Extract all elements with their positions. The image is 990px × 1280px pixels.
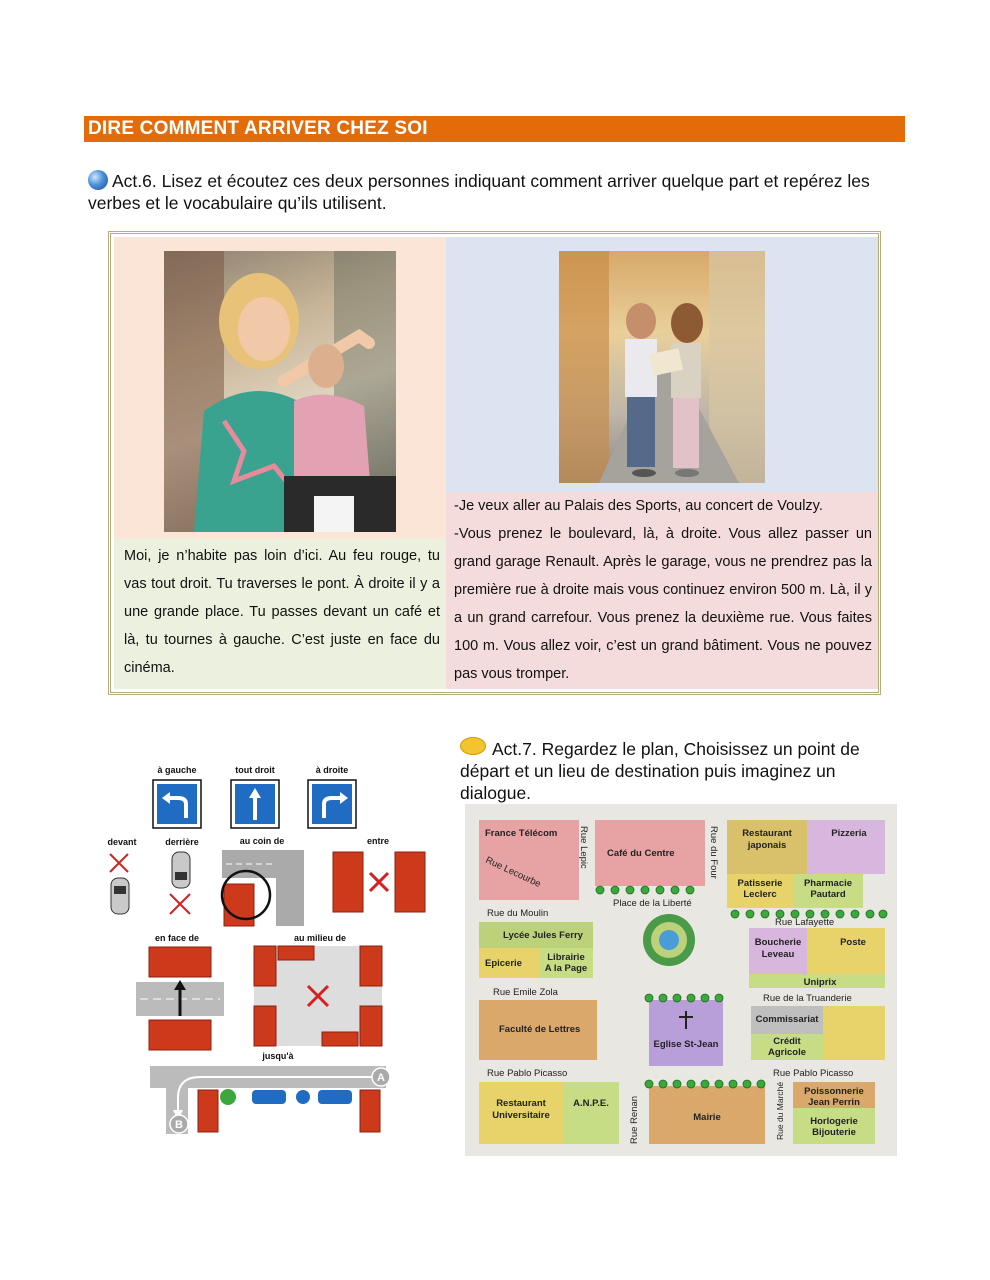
act6-instruction bbox=[88, 170, 888, 214]
map-rue-du-four: Rue du Four bbox=[708, 826, 719, 879]
map-faculte: Faculté de Lettres bbox=[499, 1024, 581, 1035]
label-au-coin-de: au coin de bbox=[239, 836, 285, 846]
map-rue-lafayette: Rue Lafayette bbox=[775, 917, 835, 928]
label-au-milieu-de: au milieu de bbox=[293, 933, 347, 943]
map-restaurant-1: Restaurant bbox=[742, 828, 792, 839]
map-rue-du-marche: Rue du Marché bbox=[775, 1081, 785, 1140]
map-lycee: Lycée Jules Ferry bbox=[503, 930, 583, 941]
map-cafe-du-centre: Café du Centre bbox=[607, 848, 675, 859]
map-rue-emile-zola: Rue Emile Zola bbox=[493, 987, 558, 998]
map-horlogerie-1: Horlogerie bbox=[810, 1116, 858, 1127]
map-uniprix: Uniprix bbox=[803, 977, 837, 988]
map-credit-1: Crédit bbox=[773, 1036, 801, 1047]
block-poste bbox=[807, 928, 885, 974]
map-horlogerie-2: Bijouterie bbox=[812, 1127, 856, 1138]
cars-devant-derriere-icon bbox=[110, 852, 190, 914]
map-poissonnerie-2: Jean Perrin bbox=[808, 1097, 860, 1108]
map-boucherie-2: Leveau bbox=[761, 949, 795, 960]
photo-woman-pointing bbox=[164, 251, 396, 532]
map-rue-picasso-right: Rue Pablo Picasso bbox=[773, 1068, 854, 1079]
middle-icon bbox=[254, 946, 382, 1046]
map-poste: Poste bbox=[840, 937, 866, 948]
dialogue-right-line2: -Vous prenez le boulevard, là, à droite. Vous allez passer un grand garage Renault. Après le garage, vous ne prendrez pas la première rue à droite mais vous continuez environ 500 m. Là, il y a un grand carrefour. Vous prenez la deuxième rue. Vous faites 100 m. Vous allez voir, c’est un grand bâtiment. Vous ne pouvez pas vous tromper. bbox=[454, 526, 872, 682]
act7-instruction bbox=[460, 737, 910, 804]
block-anpe bbox=[563, 1082, 619, 1144]
map-rue-truanderie: Rue de la Truanderie bbox=[763, 993, 852, 1004]
point-b-label: B bbox=[175, 1119, 183, 1131]
label-a-droite: à droite bbox=[315, 765, 349, 775]
act7-instruction-text: Act.7. Regardez le plan, Choisissez un point de départ et un lieu de destination puis imaginez un dialogue. bbox=[460, 739, 860, 803]
dialogue-left-text: Moi, je n’habite pas loin d’ici. Au feu rouge, tu vas tout droit. Tu traverses le pont. À droite il y a une grande place. Tu passes devant un café et là, tu tournes à gauche. C’est juste en face du cinéma. bbox=[124, 548, 440, 676]
between-icon bbox=[333, 852, 425, 912]
sign-right-icon bbox=[308, 780, 356, 828]
map-epicerie: Epicerie bbox=[485, 958, 522, 969]
cell-text-right bbox=[446, 492, 878, 689]
label-devant: devant bbox=[107, 837, 137, 847]
map-restaurant-2: japonais bbox=[747, 840, 787, 851]
sign-left-icon bbox=[153, 780, 201, 828]
corner-icon bbox=[222, 850, 304, 926]
map-resto-univ-1: Restaurant bbox=[496, 1098, 546, 1109]
dialogue-table bbox=[108, 231, 881, 695]
map-pharmacie-1: Pharmacie bbox=[803, 878, 853, 889]
label-derriere: derrière bbox=[165, 837, 199, 847]
label-tout-droit: tout droit bbox=[235, 765, 275, 775]
sign-straight-icon bbox=[231, 780, 279, 828]
map-rue-lecourbe: Rue Lecourbe bbox=[483, 854, 543, 890]
speech-bubble-icon bbox=[460, 737, 486, 755]
map-rue-renan: Rue Renan bbox=[629, 1095, 640, 1144]
map-librairie-2: A la Page bbox=[544, 963, 588, 974]
label-a-gauche: à gauche bbox=[157, 765, 197, 775]
map-patisserie-2: Leclerc bbox=[743, 889, 777, 900]
map-librairie-1: Librairie bbox=[547, 952, 585, 963]
cell-photo-left bbox=[114, 237, 446, 539]
dialogue-right-line1: -Je veux aller au Palais des Sports, au concert de Voulzy. bbox=[454, 498, 823, 514]
map-pharmacie-2: Pautard bbox=[810, 889, 846, 900]
block-truanderie bbox=[823, 1006, 885, 1060]
direction-vocabulary-illustration bbox=[104, 760, 434, 1140]
label-en-face-de: en face de bbox=[154, 933, 200, 943]
map-resto-univ-2: Universitaire bbox=[492, 1110, 550, 1121]
globe-icon bbox=[88, 170, 108, 190]
map-rue-picasso-left: Rue Pablo Picasso bbox=[487, 1068, 568, 1079]
photo-couple-map bbox=[559, 251, 765, 483]
map-credit-2: Agricole bbox=[767, 1047, 807, 1058]
map-poissonnerie-1: Poissonnerie bbox=[804, 1086, 864, 1097]
block-eglise bbox=[649, 1000, 723, 1066]
map-place-liberte: Place de la Liberté bbox=[613, 898, 692, 909]
cell-photo-right bbox=[446, 237, 878, 492]
point-a-label: A bbox=[377, 1072, 385, 1084]
map-commissariat: Commissariat bbox=[755, 1014, 819, 1025]
label-jusqua: jusqu'à bbox=[262, 1051, 294, 1061]
map-pizzeria: Pizzeria bbox=[831, 828, 867, 839]
map-anpe: A.N.P.E. bbox=[573, 1098, 609, 1109]
act6-instruction-text: Act.6. Lisez et écoutez ces deux personnes indiquant comment arriver quelque part et repérez les verbes et le vocabulaire qu’ils utilisent. bbox=[88, 171, 870, 213]
map-rue-lepic: Rue Lepic bbox=[578, 826, 589, 869]
map-france-telecom: France Télécom bbox=[485, 828, 558, 839]
map-eglise: Eglise St-Jean bbox=[653, 1039, 719, 1050]
cell-text-left bbox=[114, 539, 446, 689]
label-entre: entre bbox=[366, 836, 390, 846]
until-icon bbox=[150, 1066, 390, 1134]
opposite-icon bbox=[136, 947, 224, 1050]
section-heading bbox=[84, 116, 905, 142]
map-patisserie-1: Patisserie bbox=[737, 878, 783, 889]
dialogue-right-text bbox=[454, 492, 872, 688]
map-boucherie-1: Boucherie bbox=[754, 937, 802, 948]
map-rue-du-moulin: Rue du Moulin bbox=[487, 908, 549, 919]
map-mairie: Mairie bbox=[693, 1112, 721, 1123]
section-heading-text: DIRE COMMENT ARRIVER CHEZ SOI bbox=[88, 118, 428, 139]
town-map bbox=[465, 804, 897, 1156]
